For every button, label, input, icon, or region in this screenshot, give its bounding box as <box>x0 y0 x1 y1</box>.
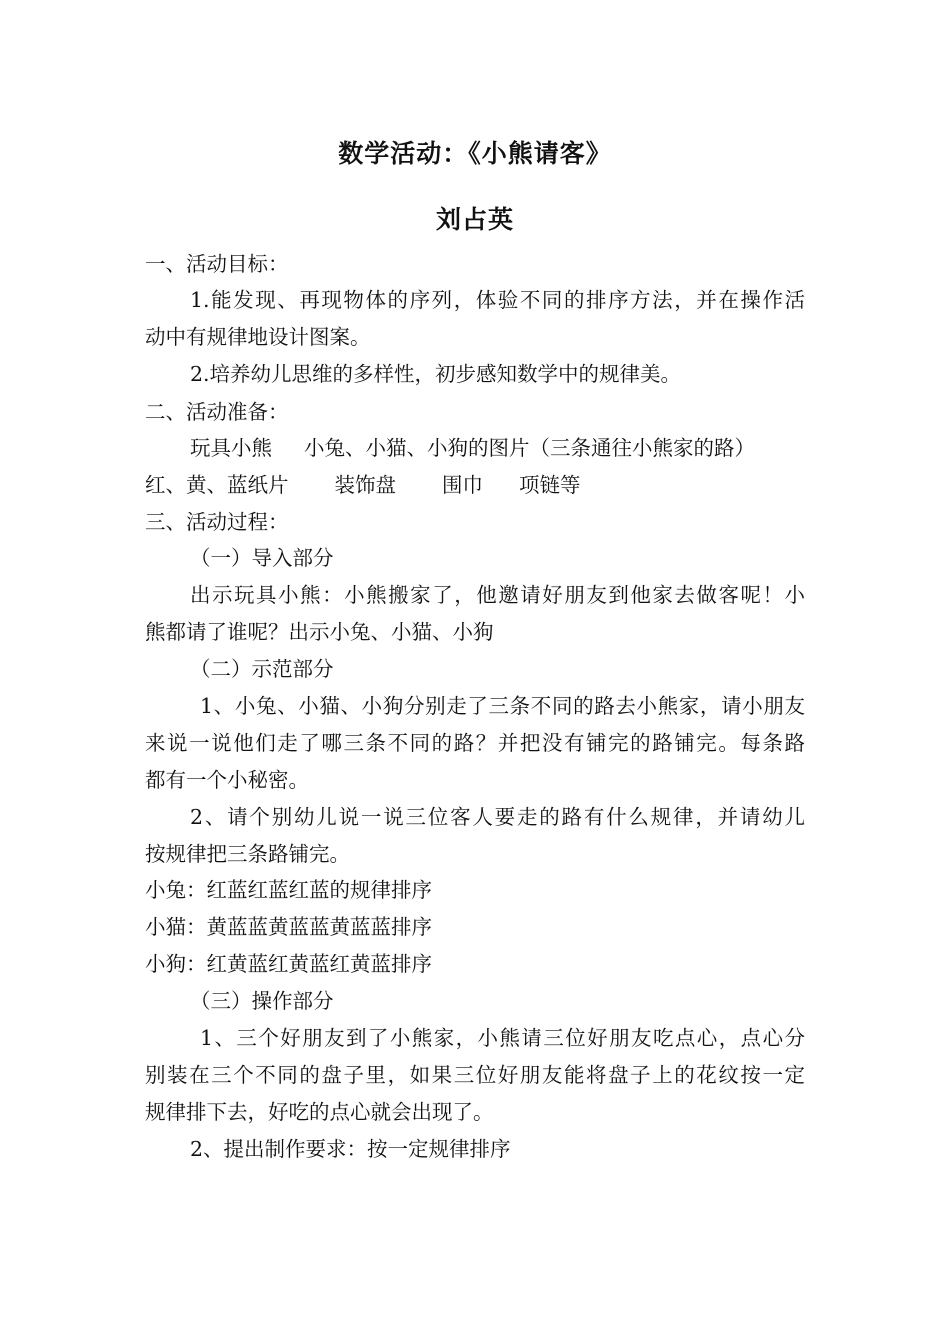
material-scarf: 围巾 <box>442 473 483 497</box>
preparation-heading: 二、活动准备： <box>145 400 289 424</box>
dog-path-rule: 小狗：红黄蓝红黄蓝红黄蓝排序 <box>145 952 432 976</box>
part-1-heading: （一）导入部分 <box>190 546 334 570</box>
part-3-p1-line-2: 别装在三个不同的盘子里，如果三位好朋友能将盘子上的花纹按一定 <box>145 1063 805 1087</box>
materials-line-2 <box>145 471 581 499</box>
goal-1-line-1: 1.能发现、再现物体的序列，体验不同的排序方法，并在操作活 <box>190 288 805 312</box>
part-2-heading: （二）示范部分 <box>190 657 334 681</box>
part-2-p1-line-2: 来说一说他们走了哪三条不同的路？并把没有铺完的路铺完。每条路 <box>145 731 805 755</box>
part-3-p1-line-3: 规律排下去，好吃的点心就会出现了。 <box>145 1100 494 1124</box>
part-2-p2-line-1: 2、请个别幼儿说一说三位客人要走的路有什么规律，并请幼儿 <box>190 805 805 829</box>
material-paper-cards: 红、黄、蓝纸片 <box>145 473 289 497</box>
part-3-heading: （三）操作部分 <box>190 989 334 1013</box>
part-1-line-2: 熊都请了谁呢？出示小兔、小猫、小狗 <box>145 620 494 644</box>
materials-line-1 <box>190 434 755 462</box>
material-animal-pictures: 小兔、小猫、小狗的图片（三条通往小熊家的路） <box>304 436 755 460</box>
material-necklace: 项链等 <box>519 473 581 497</box>
goal-2: 2.培养幼儿思维的多样性，初步感知数学中的规律美。 <box>190 362 682 386</box>
part-3-p1-line-1: 1、三个好朋友到了小熊家，小熊请三位好朋友吃点心，点心分 <box>200 1026 805 1050</box>
part-1-line-1: 出示玩具小熊：小熊搬家了，他邀请好朋友到他家去做客呢！小 <box>190 583 805 607</box>
part-2-p2-line-2: 按规律把三条路铺完。 <box>145 842 350 866</box>
goals-heading: 一、活动目标： <box>145 252 289 276</box>
part-2-p1-line-3: 都有一个小秘密。 <box>145 768 309 792</box>
material-toy-bear: 玩具小熊 <box>190 436 272 460</box>
cat-path-rule: 小猫：黄蓝蓝黄蓝蓝黄蓝蓝排序 <box>145 915 432 939</box>
part-3-p2: 2、提出制作要求：按一定规律排序 <box>190 1137 511 1161</box>
process-heading: 三、活动过程： <box>145 510 289 534</box>
rabbit-path-rule: 小兔：红蓝红蓝红蓝的规律排序 <box>145 878 432 902</box>
material-decor-plate: 装饰盘 <box>334 473 396 497</box>
author-name: 刘占英 <box>435 205 514 234</box>
part-2-p1-line-1: 1、小兔、小猫、小狗分别走了三条不同的路去小熊家，请小朋友 <box>200 694 805 718</box>
document-title: 数学活动：《小熊请客》 <box>338 139 612 168</box>
goal-1-line-2: 动中有规律地设计图案。 <box>145 325 371 349</box>
